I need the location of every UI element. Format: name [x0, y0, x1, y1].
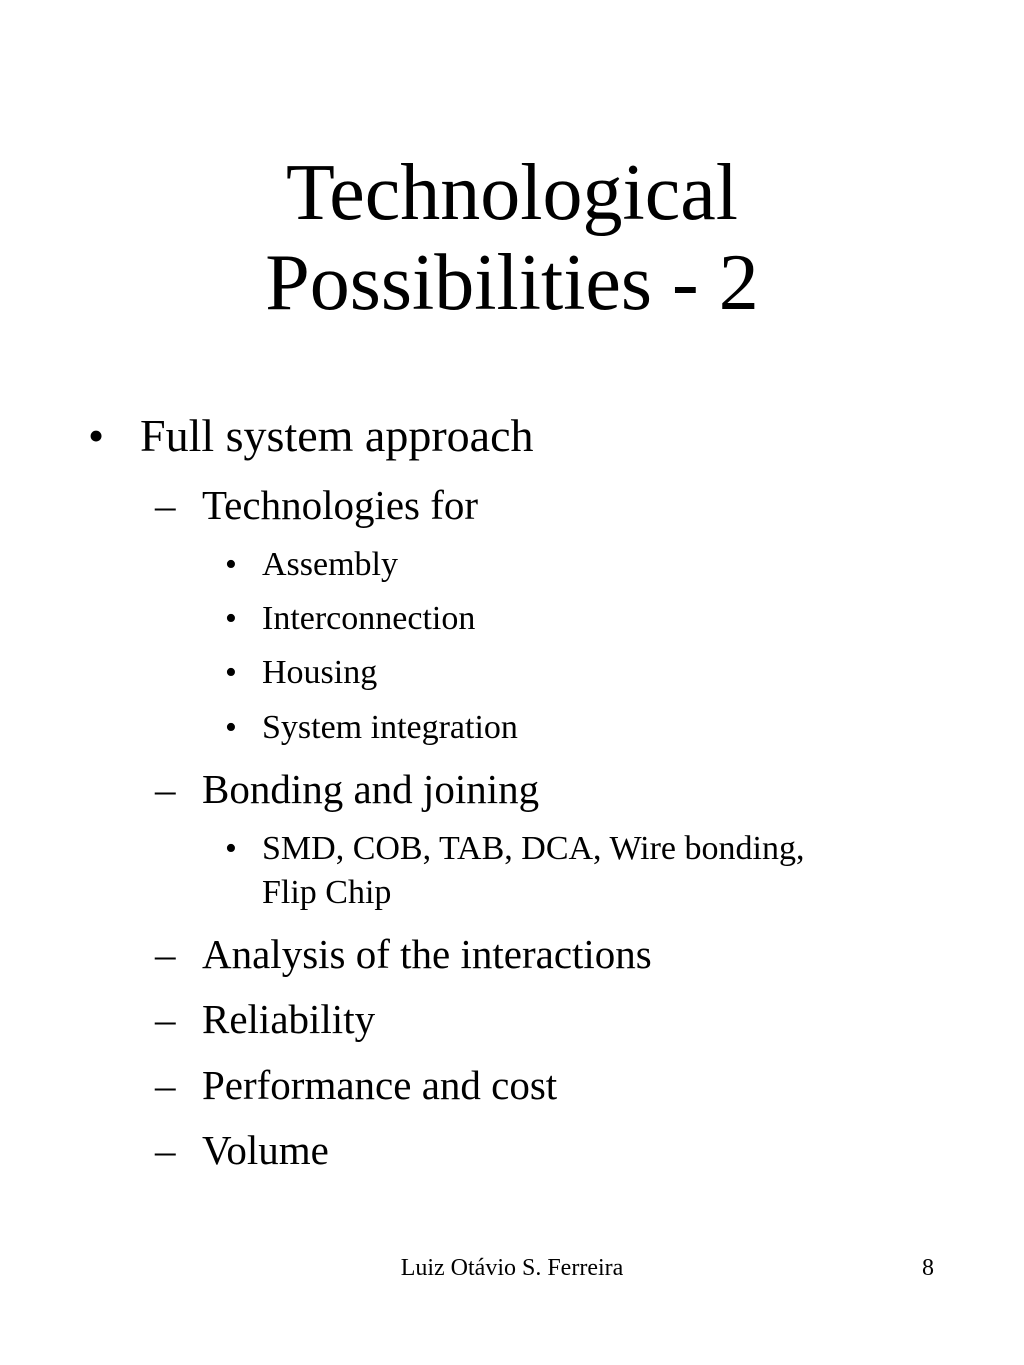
subsubitem-assembly: [225, 545, 945, 585]
subsubitem-text: System integration: [262, 709, 518, 746]
subsubitem-system-integration: [225, 708, 945, 748]
subitem-volume: [155, 1126, 975, 1174]
dash-icon: –: [155, 482, 176, 528]
slide-title-line-2: Possibilities - 2: [265, 239, 759, 327]
subsubitem-text-line-2: Flip Chip: [262, 874, 392, 911]
subitem-text: Analysis of the interactions: [202, 931, 652, 977]
subitem-text: Technologies for: [202, 482, 479, 528]
subsubitem-housing: [225, 653, 945, 693]
slide-title: [0, 148, 1024, 328]
subitem-text: Reliability: [202, 996, 376, 1042]
subitem-reliability: [155, 995, 975, 1043]
subitem-text: Bonding and joining: [202, 766, 540, 812]
subitem-text: Volume: [202, 1127, 329, 1173]
dash-icon: –: [155, 1127, 176, 1173]
bullet-icon: •: [88, 410, 105, 461]
subsubitem-interconnection: [225, 599, 945, 639]
bullet-icon: •: [225, 600, 237, 637]
subsubitem-bonding-methods: [225, 829, 945, 909]
dash-icon: –: [155, 1062, 176, 1108]
subsubitem-text: Housing: [262, 654, 378, 691]
subitem-technologies-for: [155, 481, 975, 529]
slide-title-line-1: Technological: [286, 149, 738, 237]
subsubitem-text-line-1: SMD, COB, TAB, DCA, Wire bonding,: [262, 830, 805, 867]
bullet-icon: •: [225, 546, 237, 583]
bullet-icon: •: [225, 654, 237, 691]
subitem-analysis: [155, 930, 975, 978]
subitem-bonding-and-joining: [155, 765, 975, 813]
subsubitem-text: Assembly: [262, 546, 398, 583]
subitem-performance-and-cost: [155, 1061, 975, 1109]
subsubitem-text: Interconnection: [262, 600, 476, 637]
bullet-icon: •: [225, 830, 237, 867]
bullet-full-system-approach: [88, 410, 988, 462]
bullet-icon: •: [225, 709, 237, 746]
page-number: 8: [922, 1255, 934, 1281]
footer-author: Luiz Otávio S. Ferreira: [400, 1255, 624, 1281]
dash-icon: –: [155, 766, 176, 812]
dash-icon: –: [155, 931, 176, 977]
subitem-text: Performance and cost: [202, 1062, 558, 1108]
dash-icon: –: [155, 996, 176, 1042]
bullet-text: Full system approach: [140, 410, 534, 461]
